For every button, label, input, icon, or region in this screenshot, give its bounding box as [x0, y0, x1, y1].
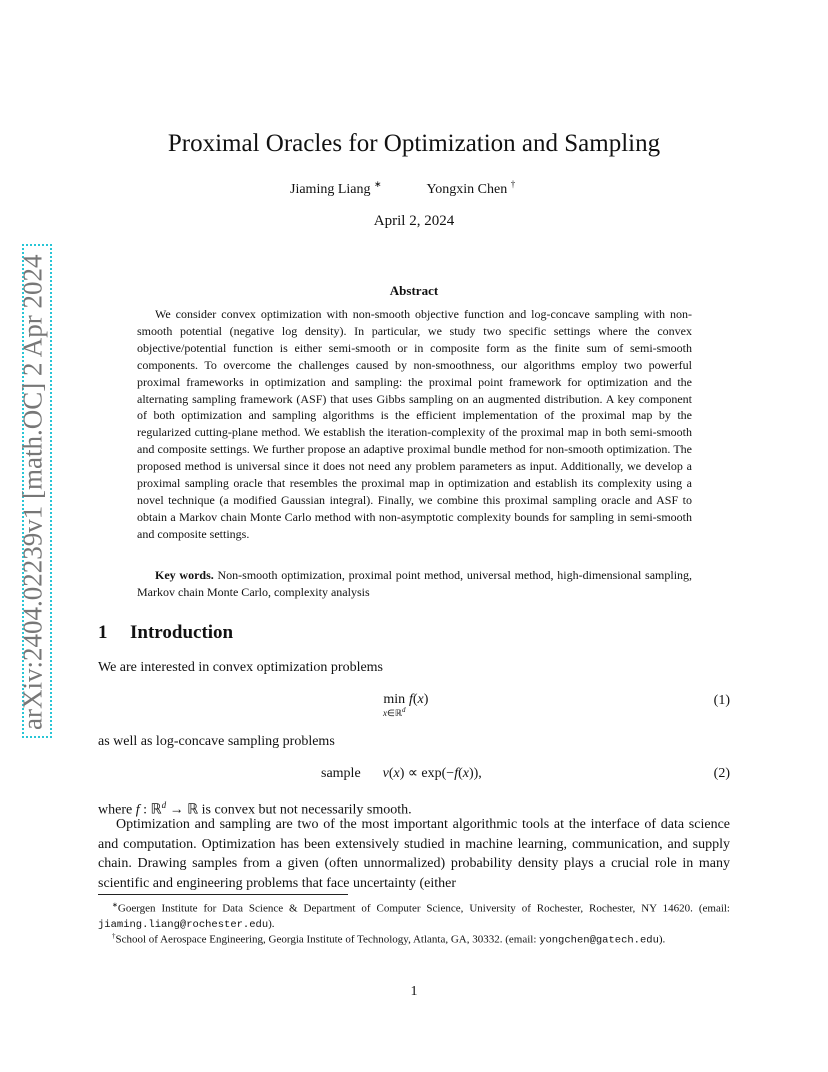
equation-1: min x∈ℝ$^d$ f(x) — [383, 692, 429, 718]
section-title: Introduction — [130, 622, 234, 643]
abstract-body: We consider convex optimization with non-smooth objective function and log-concave sampling with non-smooth potential (negative log density). In particular, we study two specific settings where the convex objective/potential function is either semi-smooth or in composite form as the finite sum of semi-smooth components. To overcome the challenges caused by non-smoothness, our algorithms employ two powerful proximal frameworks in optimization and sampling: the proximal point framework for optimization and the alternating sampling framework (ASF) that uses Gibbs sampling on an augmented distribution. A key component of both optimization and sampling algorithms is the efficient implementation of the proximal map by the regularized cutting-plane method. We establish the iteration-complexity of the proximal map in both semi-smooth and composite settings. We further propose an adaptive proximal bundle method for non-smooth optimization. The proposed method is universal since it does not need any problem parameters as input. Additionally, we develop a proximal sampling oracle that resembles the proximal map in optimization and establish its complexity using a novel technique (a modified Gaussian integral). Finally, we combine this proximal sampling oracle and ASF to obtain a Markov chain Monte Carlo method with non-asymptotic complexity bounds for sampling in semi-smooth and composite settings. — [137, 307, 692, 541]
page-number: 1 — [410, 984, 418, 999]
arxiv-stamp: arXiv:2404.02239v1 [math.OC] 2 Apr 2024 — [17, 254, 48, 730]
email-link-2[interactable]: yongchen@gatech.edu — [539, 934, 659, 947]
intro-paragraph-4: Optimization and sampling are two of the most important algorithmic tools at the interface of data science and computation. Optimization has been extensively studied in machine learning, communication, and supply chain. Drawing samples from a given (often unnormalized) probability density plays a crucial role in many scientific and engineering problems that face uncertainty (either — [98, 817, 730, 891]
paper-title: Proximal Oracles for Optimization and Sampling — [167, 130, 661, 157]
section-heading — [98, 622, 233, 644]
keywords-label: Key words. — [155, 568, 214, 582]
intro-paragraph-2: as well as log-concave sampling problems — [98, 734, 335, 749]
intro-paragraph-3: where f : ℝ$^d$ → ℝ is convex but not necessarily smooth. — [98, 800, 412, 818]
equation-2-number: (2) — [713, 766, 730, 781]
paper-date: April 2, 2024 — [373, 213, 455, 229]
keywords — [137, 567, 692, 601]
equation-1-number: (1) — [713, 693, 730, 708]
footnote-rule — [98, 894, 348, 895]
intro-paragraph-1: We are interested in convex optimization problems — [98, 660, 384, 675]
author-list — [290, 179, 515, 198]
keywords-text: Non-smooth optimization, proximal point method, universal method, high-dimensional sampling, Markov chain Monte Carlo, complexity analysis — [137, 568, 693, 599]
footnote-1: ∗Goergen Institute for Data Science & Department of Computer Science, University of Rochester, Rochester, NY 14620. (email: jiaming.liang@rochester.edu). — [98, 901, 730, 932]
email-link-1[interactable]: jiaming.liang@rochester.edu — [98, 919, 269, 932]
author-2: Yongxin Chen † — [426, 179, 516, 197]
equation-2: sample ν(x) ∝ exp(−f(x)), — [321, 766, 482, 781]
section-number: 1 — [98, 622, 108, 643]
footnote-2: †School of Aerospace Engineering, Georgia Institute of Technology, Atlanta, GA, 30332. (email: yongchen@gatech.edu). — [112, 932, 666, 947]
abstract-heading: Abstract — [389, 283, 439, 298]
author-1: Jiaming Liang ∗ — [290, 179, 382, 197]
